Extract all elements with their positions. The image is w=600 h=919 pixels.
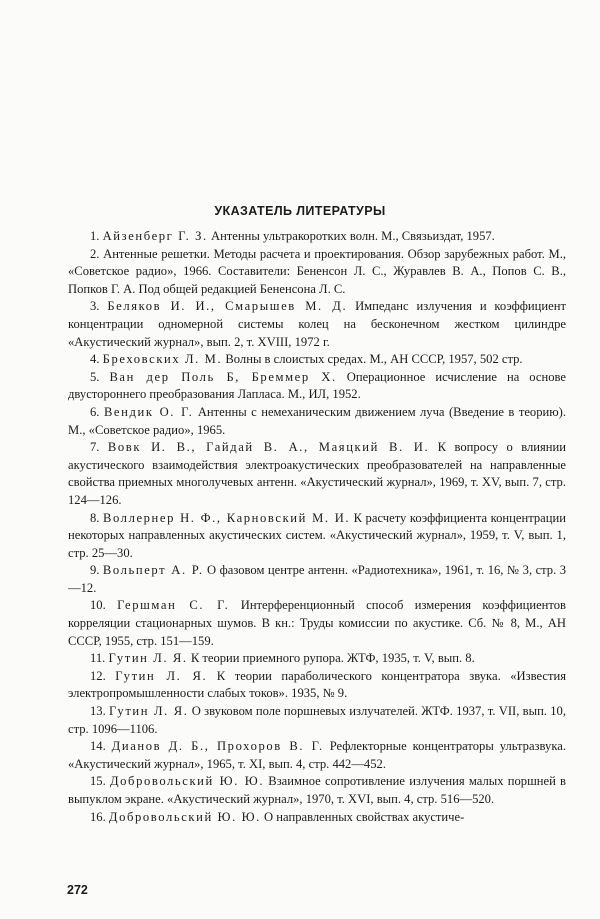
reference-text: Импеданс излучения и коэффициент концентрации одномерной системы колец на бесконечном жестком цилиндре «Акустический журнал», вып. 2, т. XVIII, 1972 г. [68,299,566,349]
reference-number: 4. [90,352,100,367]
reference-author: Гутин Л. Я. [108,651,188,666]
reference-author: Добровольский Ю. Ю. [108,809,261,824]
reference-entry [68,298,566,351]
reference-number: 7. [90,440,100,455]
reference-text: Антенные решетки. Методы расчета и проектирования. Обзор зарубежных работ. М., «Советское радио», 1966. Составители: Бененсон Л. С., Журавлев В. А., Попов С. В., Попков Г. А. Под общей редакцией Бененсона Л. С. [68,246,566,296]
reference-number: 6. [90,404,100,419]
reference-entry [68,369,566,404]
reference-text: Антенны ультракоротких волн. М., Связьиздат, 1957. [210,229,495,243]
reference-author: Гутин Л. Я. [109,704,189,719]
reference-text: Антенны с немеханическим движением луча (Введение в теорию). М., «Советское радио», 1965. [68,404,567,437]
reference-number: 11. [90,651,106,666]
page-number: 272 [67,883,88,897]
reference-author: Беляков И. И., Смарышев М. Д. [107,299,348,314]
reference-number: 3. [90,299,100,314]
reference-author: Гутин Л. Я. [115,668,208,683]
reference-number: 2. [90,246,100,261]
reference-text: Волны в слоистых средах. М., АН СССР, 1957, 502 стр. [225,352,523,367]
reference-author: Айзенберг Г. З. [102,229,208,243]
reference-entry [68,228,566,246]
reference-entry [68,404,566,439]
reference-author: Вовк И. В., Гайдай В. А., Маяцкий В. И. [107,440,430,455]
reference-author: Бреховских Л. М. [102,352,223,367]
reference-entry [68,439,566,509]
reference-text: Рефлекторные концентраторы ультразвука. «Акустический журнал», 1965, т. XI, вып. 4, стр. 442—452. [68,739,566,771]
reference-entry [68,668,566,703]
reference-author: Вольперт А. Р. [102,563,204,578]
reference-number: 13. [90,704,106,719]
reference-text: О звуковом поле поршневых излучателей. ЖТФ. 1937, т. VII, вып. 10, стр. 1096—1106. [68,704,566,736]
reference-text: Операционное исчисление на основе двустороннего преобразования Лапласа. М., ИЛ, 1952. [68,369,566,402]
reference-entry [68,773,566,808]
reference-number: 5. [90,369,100,384]
reference-author: Дианов Д. Б., Прохоров В. Г. [111,739,324,754]
reference-number: 1. [90,229,100,243]
reference-text: К расчету коэффициента концентрации некоторых направленных акустических систем. «Акустический журнал», 1959, т. V, вып. 1, стр. 25—30. [68,510,566,560]
page-title: УКАЗАТЕЛЬ ЛИТЕРАТУРЫ [214,204,386,218]
reference-author: Гершман С. Г. [117,598,230,613]
reference-number: 9. [90,563,100,578]
reference-number: 16. [90,809,106,824]
reference-entry [68,597,566,650]
reference-list [68,228,566,826]
reference-entry [68,650,566,668]
reference-number: 8. [90,510,100,525]
reference-entry [68,351,566,369]
reference-text: Интерференционный способ измерения коэффициентов корреляции стационарных шумов. В кн.: Труды комиссии по акустике. Сб. № 8, М., АН СССР, 1955, стр. 151—159. [68,598,566,648]
reference-entry [68,809,566,827]
reference-entry [68,510,566,563]
reference-entry [68,703,566,738]
reference-text: О фазовом центре антенн. «Радиотехника», 1961, т. 16, № 3, стр. 3—12. [68,563,567,595]
reference-author: Ван дер Поль Б, Бреммер Х. [109,369,337,384]
reference-number: 12. [90,668,106,683]
reference-author: Воллернер Н. Ф., Карновский М. И. [102,510,351,525]
reference-entry [68,738,566,773]
reference-text: К вопросу о влиянии акустического взаимодействия электроакустических преобразователей на направленные свойства приемных многолучевых антенн. «Акустический журнал», 1969, т. XV, вып. 7, стр. 124—126. [68,440,567,507]
reference-entry [68,562,566,597]
reference-number: 14. [90,739,106,754]
reference-text: О направленных свойствах акустиче- [264,809,465,824]
reference-number: 10. [90,598,106,613]
reference-author: Добровольский Ю. Ю. [109,774,265,789]
reference-text: Взаимное сопротивление излучения малых поршней в выпуклом экране. «Акустический журнал», 1970, т. XVI, вып. 4, стр. 516—520. [68,774,566,806]
reference-text: К теории приемного рупора. ЖТФ, 1935, т. V, вып. 8. [190,651,475,666]
reference-author: Вендик О. Г. [103,404,194,419]
reference-entry [68,246,566,299]
reference-text: К теории параболического концентратора звука. «Известия электропромышленности слабых токов». 1935, № 9. [68,668,567,701]
reference-number: 15. [90,774,106,789]
